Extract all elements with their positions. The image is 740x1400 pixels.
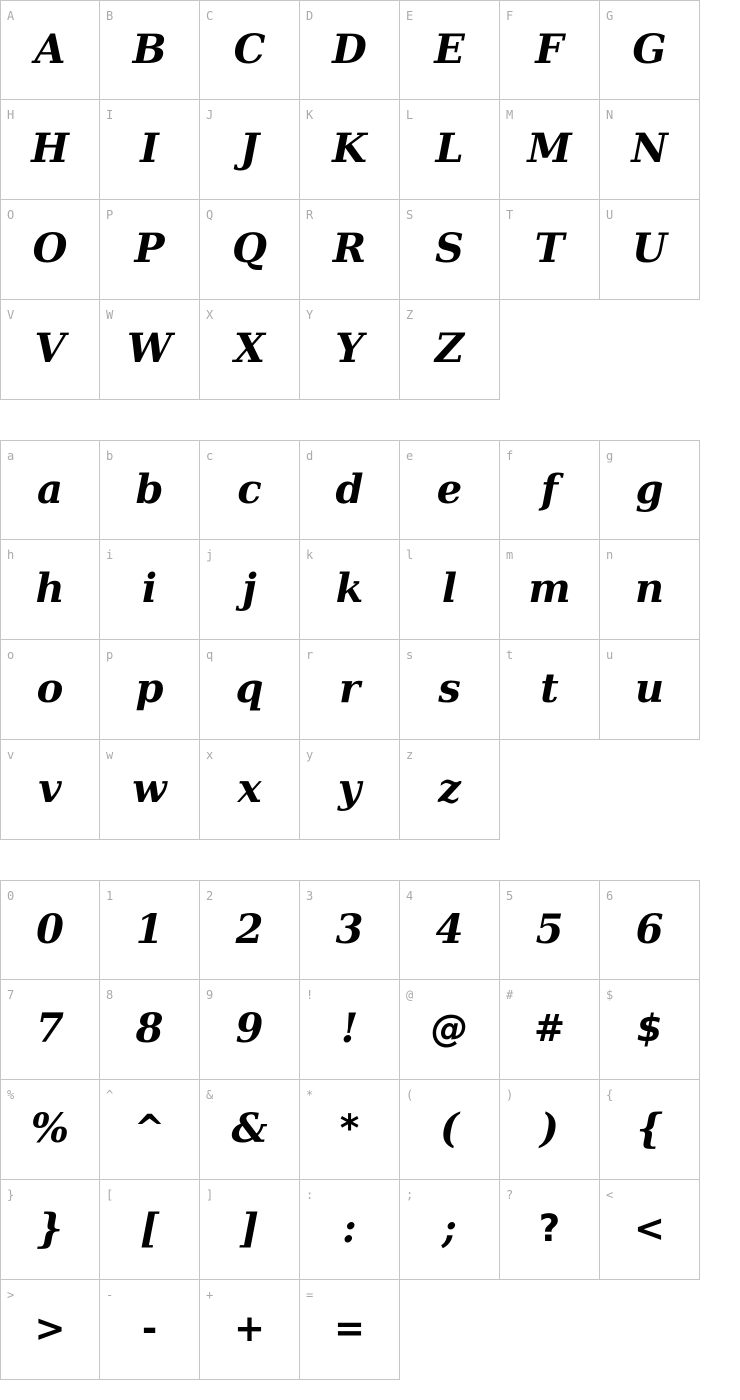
char-label: M <box>506 108 514 122</box>
char-cell <box>500 200 600 300</box>
char-cell <box>300 540 400 640</box>
char-glyph: S <box>435 224 464 272</box>
char-glyph: 2 <box>235 905 264 953</box>
char-label: 1 <box>106 889 114 903</box>
char-glyph: ) <box>540 1104 559 1152</box>
char-cell <box>500 1180 600 1280</box>
char-cell <box>0 100 100 200</box>
char-glyph: L <box>435 124 464 172</box>
char-cell <box>200 440 300 540</box>
char-label: W <box>106 308 114 322</box>
char-glyph: > <box>34 1306 66 1350</box>
char-cell <box>0 1080 100 1180</box>
char-glyph: Z <box>434 324 465 372</box>
char-label: E <box>406 9 414 23</box>
char-glyph: b <box>135 465 164 513</box>
char-label: ) <box>506 1088 514 1102</box>
char-cell <box>600 440 700 540</box>
char-glyph: m <box>528 564 571 612</box>
char-label: & <box>206 1088 214 1102</box>
char-glyph: T <box>534 224 565 272</box>
char-label: i <box>106 548 114 562</box>
char-glyph: u <box>634 664 665 712</box>
char-glyph: a <box>37 465 63 513</box>
char-label: b <box>106 449 114 463</box>
char-label: S <box>406 208 414 222</box>
char-glyph: ( <box>440 1104 459 1152</box>
char-label: < <box>606 1188 614 1202</box>
char-label: 3 <box>306 889 314 903</box>
char-glyph: Y <box>335 324 364 372</box>
char-cell <box>400 1180 500 1280</box>
char-cell <box>600 0 700 100</box>
char-cell <box>200 880 300 980</box>
table-row <box>0 1080 701 1180</box>
char-label: f <box>506 449 514 463</box>
char-glyph: o <box>36 664 64 712</box>
char-cell <box>500 880 600 980</box>
table-row <box>0 100 701 200</box>
char-glyph: : <box>342 1204 357 1252</box>
char-glyph: c <box>237 465 262 513</box>
char-label: v <box>7 748 15 762</box>
char-cell <box>200 980 300 1080</box>
char-glyph: G <box>632 25 667 73</box>
char-cell <box>500 1080 600 1180</box>
char-cell <box>100 1080 200 1180</box>
char-label: j <box>206 548 214 562</box>
char-cell <box>100 740 200 840</box>
table-row <box>0 640 701 740</box>
char-cell <box>600 1080 700 1180</box>
char-glyph: 0 <box>36 905 64 953</box>
char-glyph: M <box>527 124 572 172</box>
char-cell <box>600 880 700 980</box>
table-row <box>0 300 701 400</box>
char-glyph: r <box>338 664 361 712</box>
uppercase-table <box>0 0 701 400</box>
char-label: k <box>306 548 314 562</box>
char-label: 0 <box>7 889 15 903</box>
char-label: V <box>7 308 15 322</box>
char-glyph: y <box>337 764 362 812</box>
char-label: u <box>606 648 614 662</box>
char-label: ^ <box>106 1088 114 1102</box>
char-label: y <box>306 748 314 762</box>
char-cell <box>0 880 100 980</box>
char-label: A <box>7 9 15 23</box>
char-glyph: ; <box>442 1204 457 1252</box>
char-label: T <box>506 208 514 222</box>
char-label: # <box>506 988 514 1002</box>
table-row <box>0 980 701 1080</box>
char-glyph: ^ <box>133 1106 165 1150</box>
char-label: ? <box>506 1188 514 1202</box>
char-glyph: h <box>35 564 65 612</box>
char-label: 7 <box>7 988 15 1002</box>
char-glyph: E <box>434 25 465 73</box>
char-cell <box>0 980 100 1080</box>
char-label: : <box>306 1188 314 1202</box>
char-cell <box>300 300 400 400</box>
char-cell <box>400 440 500 540</box>
char-glyph: 6 <box>635 905 664 953</box>
char-cell <box>400 300 500 400</box>
char-glyph: z <box>438 764 461 812</box>
char-label: s <box>406 648 414 662</box>
char-label: I <box>106 108 114 122</box>
char-cell <box>100 540 200 640</box>
char-cell <box>400 980 500 1080</box>
char-label: J <box>206 108 214 122</box>
char-glyph: q <box>235 664 264 712</box>
char-glyph: X <box>233 324 266 372</box>
char-label: - <box>106 1288 114 1302</box>
char-label: r <box>306 648 314 662</box>
char-label: U <box>606 208 614 222</box>
char-label: ] <box>206 1188 214 1202</box>
char-cell <box>300 740 400 840</box>
char-label: l <box>406 548 414 562</box>
char-cell <box>200 1080 300 1180</box>
table-row <box>0 1280 701 1380</box>
char-cell <box>100 980 200 1080</box>
char-label: m <box>506 548 514 562</box>
char-cell <box>0 1280 100 1380</box>
char-label: 8 <box>106 988 114 1002</box>
char-label: } <box>7 1188 15 1202</box>
char-cell <box>0 200 100 300</box>
char-label: L <box>406 108 414 122</box>
char-cell <box>400 200 500 300</box>
char-glyph: V <box>34 324 66 372</box>
char-glyph: 9 <box>235 1004 264 1052</box>
char-glyph: @ <box>431 1006 468 1050</box>
char-glyph: U <box>632 224 667 272</box>
char-label: C <box>206 9 214 23</box>
char-glyph: } <box>37 1204 63 1252</box>
char-label: 5 <box>506 889 514 903</box>
char-label: @ <box>406 988 414 1002</box>
char-label: ( <box>406 1088 414 1102</box>
char-label: ; <box>406 1188 414 1202</box>
char-label: q <box>206 648 214 662</box>
char-glyph: Q <box>232 224 267 272</box>
char-cell <box>300 1280 400 1380</box>
char-label: d <box>306 449 314 463</box>
char-cell <box>500 540 600 640</box>
char-label: K <box>306 108 314 122</box>
char-cell <box>0 1180 100 1280</box>
char-glyph: l <box>441 564 458 612</box>
char-glyph: O <box>32 224 68 272</box>
char-glyph: { <box>636 1104 663 1152</box>
char-label: z <box>406 748 414 762</box>
char-label: x <box>206 748 214 762</box>
char-glyph: & <box>231 1104 268 1152</box>
char-glyph: k <box>335 564 364 612</box>
char-glyph: s <box>438 664 461 712</box>
char-glyph: g <box>635 465 664 513</box>
char-glyph: ] <box>240 1204 259 1252</box>
char-glyph: - <box>141 1306 158 1350</box>
char-glyph: n <box>634 564 665 612</box>
char-label: w <box>106 748 114 762</box>
char-glyph: j <box>242 564 257 612</box>
char-cell <box>400 640 500 740</box>
char-label: X <box>206 308 214 322</box>
char-cell <box>300 880 400 980</box>
char-cell <box>400 100 500 200</box>
char-label: 4 <box>406 889 414 903</box>
char-label: $ <box>606 988 614 1002</box>
char-label: e <box>406 449 414 463</box>
char-cell <box>300 1080 400 1180</box>
char-cell <box>100 100 200 200</box>
char-cell <box>500 0 600 100</box>
char-glyph: 4 <box>435 905 464 953</box>
char-label: 6 <box>606 889 614 903</box>
char-label: O <box>7 208 15 222</box>
char-glyph: D <box>332 25 367 73</box>
char-cell <box>100 440 200 540</box>
char-glyph: d <box>335 465 364 513</box>
char-cell <box>500 980 600 1080</box>
char-cell <box>600 1180 700 1280</box>
char-cell <box>400 740 500 840</box>
char-label: * <box>306 1088 314 1102</box>
char-cell <box>500 100 600 200</box>
char-cell <box>200 0 300 100</box>
char-cell <box>0 0 100 100</box>
char-glyph: 7 <box>36 1004 64 1052</box>
char-cell <box>400 540 500 640</box>
table-row <box>0 440 701 540</box>
char-cell <box>500 640 600 740</box>
table-row <box>0 0 701 100</box>
char-glyph: t <box>540 664 559 712</box>
char-glyph: # <box>533 1006 565 1050</box>
char-glyph: H <box>31 124 69 172</box>
char-label: Q <box>206 208 214 222</box>
char-glyph: [ <box>140 1204 159 1252</box>
char-label: [ <box>106 1188 114 1202</box>
char-cell <box>600 100 700 200</box>
char-cell <box>300 100 400 200</box>
char-cell <box>200 300 300 400</box>
char-label: H <box>7 108 15 122</box>
char-glyph: R <box>332 224 367 272</box>
char-label: Z <box>406 308 414 322</box>
char-glyph: J <box>240 124 259 172</box>
lowercase-table <box>0 440 701 840</box>
char-cell <box>100 880 200 980</box>
char-cell <box>300 640 400 740</box>
char-label: 2 <box>206 889 214 903</box>
char-glyph: A <box>34 25 66 73</box>
char-label: % <box>7 1088 15 1102</box>
char-glyph: ? <box>538 1206 561 1250</box>
char-cell <box>600 200 700 300</box>
char-label: p <box>106 648 114 662</box>
char-label: ! <box>306 988 314 1002</box>
char-cell <box>200 740 300 840</box>
char-glyph: C <box>233 25 266 73</box>
char-label: D <box>306 9 314 23</box>
char-cell <box>600 540 700 640</box>
char-cell <box>0 740 100 840</box>
table-row <box>0 1180 701 1280</box>
char-label: n <box>606 548 614 562</box>
char-cell <box>0 300 100 400</box>
char-glyph: x <box>237 764 262 812</box>
char-cell <box>200 100 300 200</box>
char-cell <box>200 540 300 640</box>
char-label: h <box>7 548 15 562</box>
char-cell <box>100 1280 200 1380</box>
char-cell <box>200 200 300 300</box>
char-glyph: I <box>140 124 159 172</box>
char-label: = <box>306 1288 314 1302</box>
char-cell <box>0 640 100 740</box>
char-cell <box>300 1180 400 1280</box>
char-label: N <box>606 108 614 122</box>
table-row <box>0 540 701 640</box>
char-glyph: F <box>535 25 564 73</box>
char-glyph: 3 <box>335 905 364 953</box>
char-glyph: W <box>127 324 172 372</box>
table-row <box>0 200 701 300</box>
char-cell <box>100 1180 200 1280</box>
char-label: Y <box>306 308 314 322</box>
char-glyph: ! <box>340 1004 359 1052</box>
char-glyph: $ <box>636 1006 663 1050</box>
char-label: c <box>206 449 214 463</box>
char-label: a <box>7 449 15 463</box>
char-glyph: % <box>30 1104 69 1152</box>
char-glyph: w <box>132 764 167 812</box>
char-cell <box>300 0 400 100</box>
char-cell <box>200 1180 300 1280</box>
char-glyph: p <box>135 664 164 712</box>
char-glyph: = <box>333 1306 365 1350</box>
char-cell <box>100 0 200 100</box>
char-glyph: i <box>141 564 158 612</box>
char-glyph: K <box>332 124 367 172</box>
char-glyph: v <box>38 764 62 812</box>
char-label: t <box>506 648 514 662</box>
char-label: R <box>306 208 314 222</box>
char-cell <box>300 200 400 300</box>
char-cell <box>200 1280 300 1380</box>
char-cell <box>100 300 200 400</box>
char-label: F <box>506 9 514 23</box>
char-label: > <box>7 1288 15 1302</box>
char-cell <box>300 440 400 540</box>
char-cell <box>400 880 500 980</box>
char-label: 9 <box>206 988 214 1002</box>
char-label: P <box>106 208 114 222</box>
char-label: o <box>7 648 15 662</box>
char-glyph: 8 <box>135 1004 164 1052</box>
char-cell <box>500 440 600 540</box>
char-cell <box>400 1080 500 1180</box>
char-cell <box>100 200 200 300</box>
char-label: B <box>106 9 114 23</box>
char-label: G <box>606 9 614 23</box>
char-cell <box>400 0 500 100</box>
char-glyph: e <box>436 465 463 513</box>
table-row <box>0 880 701 980</box>
char-glyph: * <box>339 1106 360 1150</box>
char-glyph: B <box>132 25 167 73</box>
char-glyph: 1 <box>135 905 164 953</box>
char-glyph: f <box>540 465 559 513</box>
char-glyph: < <box>633 1206 665 1250</box>
char-cell <box>0 540 100 640</box>
char-cell <box>300 980 400 1080</box>
char-cell <box>0 440 100 540</box>
char-cell <box>100 640 200 740</box>
table-row <box>0 740 701 840</box>
char-label: + <box>206 1288 214 1302</box>
char-label: g <box>606 449 614 463</box>
digits-symbols-table <box>0 880 701 1380</box>
char-cell <box>600 640 700 740</box>
char-glyph: P <box>134 224 165 272</box>
char-label: { <box>606 1088 614 1102</box>
char-glyph: + <box>233 1306 265 1350</box>
char-glyph: N <box>631 124 668 172</box>
char-cell <box>200 640 300 740</box>
char-cell <box>600 980 700 1080</box>
char-glyph: 5 <box>535 905 564 953</box>
